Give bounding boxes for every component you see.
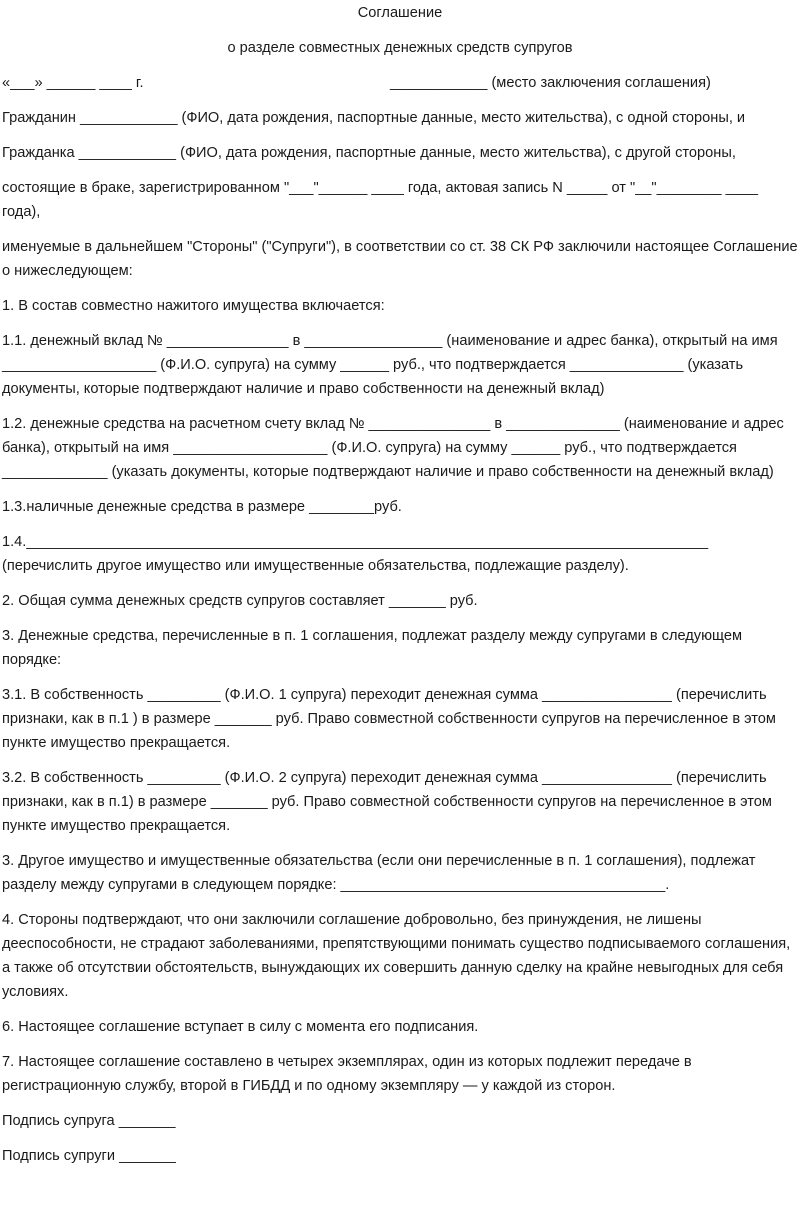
document-title: Соглашение	[357, 5, 443, 21]
clause-1-2: 1.2. денежные средства на расчетном счету вклад № _______________ в ______________ (наименование и адрес банка), открытый на имя ___________________ (Ф.И.О. супруга) на сумму ______ руб., что подтверждается _____________ (указать документы, которые подтверждают наличие и право собственности на денежный вклад)	[2, 416, 784, 480]
clause-3-1: 3.1. В собственность _________ (Ф.И.О. 1 супруга) переходит денежная сумма ________________ (перечислить признаки, как в п.1 ) в размере _______ руб. Право совместной собственности супругов на перечисленное в этом пункте имущество прекращается.	[2, 687, 776, 751]
marriage-registration: состоящие в браке, зарегистрированном "___"______ ____ года, актовая запись N _____ от "__"________ ____ года),	[2, 180, 759, 220]
agreement-date: «___» ______ ____ г.	[2, 75, 144, 91]
clause-3: 3. Денежные средства, перечисленные в п. 1 соглашения, подлежат разделу между супругами в следующем порядке:	[2, 628, 743, 668]
clause-6: 6. Настоящее соглашение вступает в силу с момента его подписания.	[2, 1019, 479, 1035]
clause-4: 4. Стороны подтверждают, что они заключили соглашение добровольно, без принуждения, не лишены дееспособности, не страдают заболеваниями, препятствующими понимать существо подписываемого соглашения, а также об отсутствии обстоятельств, вынуждающих их совершить данную сделку на крайне невыгодных для себя условиях.	[2, 912, 791, 1000]
signature-wife: Подпись супруги _______	[2, 1148, 176, 1164]
clause-7: 7. Настоящее соглашение составлено в четырех экземплярах, один из которых подлежит передаче в регистрационную службу, второй в ГИБДД и по одному экземпляру — у каждой из сторон.	[2, 1054, 692, 1094]
clause-1-4: 1.4.____________________________________________________________________________________ (перечислить другое имущество или имущественные обязательства, подлежащие разделу).	[2, 534, 709, 574]
preamble: именуемые в дальнейшем "Стороны" ("Супруги"), в соответствии со ст. 38 СК РФ заключили настоящее Соглашение о нижеследующем:	[2, 239, 798, 279]
clause-1-1: 1.1. денежный вклад № _______________ в _________________ (наименование и адрес банка), открытый на имя ___________________ (Ф.И.О. супруга) на сумму ______ руб., что подтверждается ______________ (указать документы, которые подтверждают наличие и право собственности на денежный вклад)	[2, 333, 778, 397]
agreement-place: ____________ (место заключения соглашения)	[390, 75, 711, 91]
date-place-line	[2, 71, 798, 106]
document-subtitle: о разделе совместных денежных средств супругов	[227, 40, 573, 56]
clause-1: 1. В состав совместно нажитого имущества включается:	[2, 298, 385, 314]
clause-2: 2. Общая сумма денежных средств супругов составляет _______ руб.	[2, 593, 478, 609]
party-wife: Гражданка ____________ (ФИО, дата рождения, паспортные данные, место жительства), с другой стороны,	[2, 145, 736, 161]
clause-1-3: 1.3.наличные денежные средства в размере ________руб.	[2, 499, 402, 515]
signature-husband: Подпись супруга _______	[2, 1113, 176, 1129]
clause-3-other: 3. Другое имущество и имущественные обязательства (если они перечисленные в п. 1 соглашения), подлежат разделу между супругами в следующем порядке: ________________________________________.	[2, 853, 756, 893]
clause-3-2: 3.2. В собственность _________ (Ф.И.О. 2 супруга) переходит денежная сумма ________________ (перечислить признаки, как в п.1) в размере _______ руб. Право совместной собственности супругов на перечисленное в этом пункте имущество прекращается.	[2, 770, 772, 834]
party-husband: Гражданин ____________ (ФИО, дата рождения, паспортные данные, место жительства), с одной стороны, и	[2, 110, 746, 126]
